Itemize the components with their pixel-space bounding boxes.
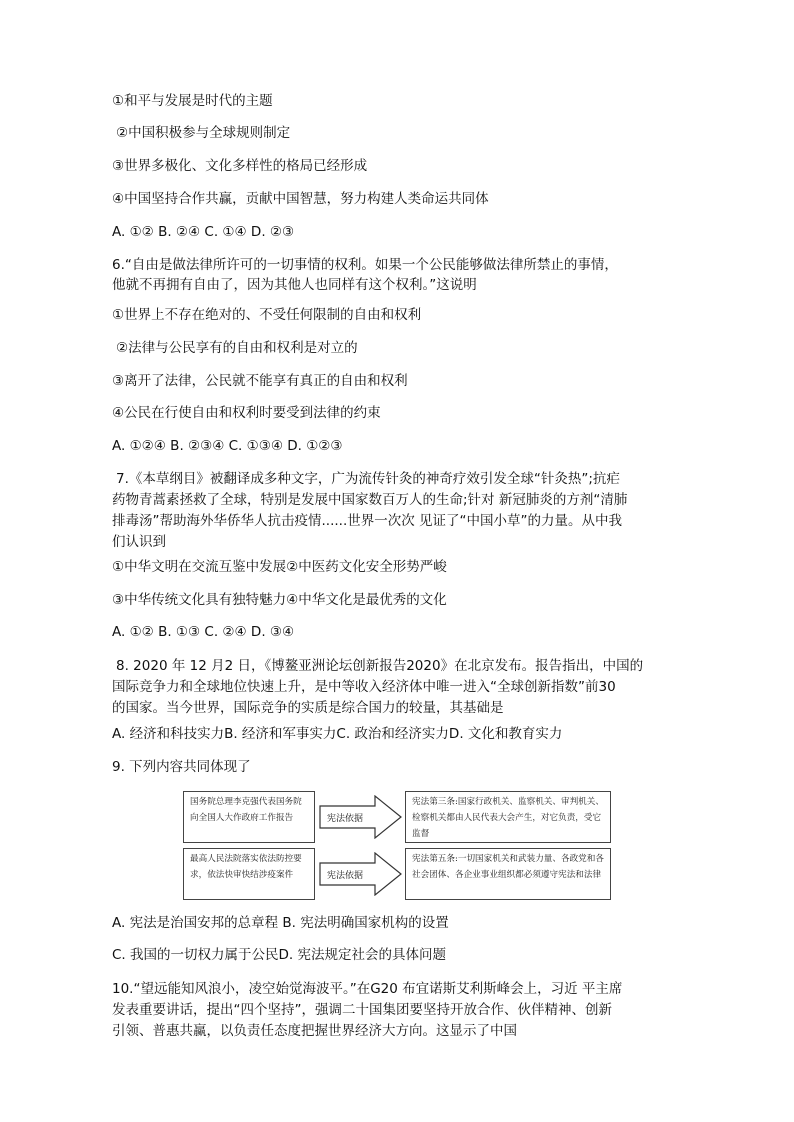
q8-choices: A. 经济和科技实力B. 经济和军事实力C. 政治和经济实力D. 文化和教育实力 xyxy=(112,726,563,742)
diagram-row2-left-box: 最高人民法院落实依法防控要求，依法快审快结涉疫案件 xyxy=(183,848,315,900)
q5-option-3: ③世界多极化、文化多样性的格局已经形成 xyxy=(112,158,368,174)
q8-stem-line3: 的国家。当今世界，国际竞争的实质是综合国力的较量，其基础是 xyxy=(112,700,504,716)
diagram-row1-left-box: 国务院总理李克强代表国务院向全国人大作政府工作报告 xyxy=(183,791,315,843)
q10-stem-line2: 发表重要讲话，提出“四个坚持”，强调二十国集团要坚持开放合作、伙伴精神、创新 xyxy=(112,1002,612,1018)
q6-option-1: ①世界上不存在绝对的、不受任何限制的自由和权利 xyxy=(112,307,422,323)
q6-choices: A. ①②④ B. ②③④ C. ①③④ D. ①②③ xyxy=(112,438,343,454)
q7-options-3-4: ③中华传统文化具有独特魅力④中华文化是最优秀的文化 xyxy=(112,592,447,608)
q9-stem: 9. 下列内容共同体现了 xyxy=(112,759,251,775)
q5-option-1: ①和平与发展是时代的主题 xyxy=(112,93,273,109)
q8-stem-line2: 国际竞争力和全球地位快速上升，是中等收入经济体中唯一进入“全球创新指数”前30 xyxy=(112,679,616,695)
q7-stem-line4: 们认识到 xyxy=(112,534,166,550)
q5-option-4: ④中国坚持合作共赢，贡献中国智慧，努力构建人类命运共同体 xyxy=(112,191,489,207)
diagram-row2-arrow xyxy=(319,852,403,896)
diagram-row1-arrow-label: 宪法依据 xyxy=(327,813,364,824)
diagram-row2-right-box: 宪法第五条:一切国家机关和武装力量、各政党和各社会团体、各企业事业组织都必须遵守宪法和法律 xyxy=(405,848,611,900)
q6-option-4: ④公民在行使自由和权利时要受到法律的约束 xyxy=(112,405,381,421)
q7-stem-line1: 7.《本草纲目》被翻译成多种文字，广为流传针灸的神奇疗效引发全球“针灸热”;抗疟 xyxy=(116,471,620,487)
q9-diagram xyxy=(183,791,613,901)
q10-stem-line3: 引领、普惠共赢，以负责任态度把握世界经济大方向。这显示了中国 xyxy=(112,1023,517,1039)
q6-stem-line2: 他就不再拥有自由了，因为其他人也同样有这个权利。”这说明 xyxy=(112,277,477,293)
q7-stem-line3: 排毒汤”帮助海外华侨华人抗击疫情......世界一次次 见证了“中国小草”的力量。从中我 xyxy=(112,513,623,529)
q7-stem-line2: 药物青蒿素拯救了全球，特别是发展中国家数百万人的生命;针对 新冠肺炎的方剂“清肺 xyxy=(112,492,628,508)
diagram-row2-arrow-label: 宪法依据 xyxy=(327,870,364,881)
q7-options-1-2: ①中华文明在交流互鉴中发展②中医药文化安全形势严峻 xyxy=(112,559,447,575)
diagram-row1-right-box: 宪法第三条:国家行政机关、监察机关、审判机关、检察机关都由人民代表大会产生，对它负责，受它监督 xyxy=(405,791,611,843)
q7-choices: A. ①② B. ①③ C. ②④ D. ③④ xyxy=(112,624,295,640)
diagram-row1-arrow xyxy=(319,795,403,839)
q10-stem-line1: 10.“望远能知风浪小，凌空始觉海波平。”在G20 布宜诺斯艾利斯峰会上，习近 平主席 xyxy=(112,981,623,997)
q5-choices: A. ①② B. ②④ C. ①④ D. ②③ xyxy=(112,224,295,240)
q5-option-2: ②中国积极参与全球规则制定 xyxy=(116,125,291,141)
q8-stem-line1: 8. 2020 年 12 月2 日，《博鳌亚洲论坛创新报告2020》在北京发布。报告指出，中国的 xyxy=(116,658,644,674)
q6-stem-line1: 6.“自由是做法律所许可的一切事情的权利。如果一个公民能够做法律所禁止的事情， xyxy=(112,257,618,273)
q6-option-2: ②法律与公民享有的自由和权利是对立的 xyxy=(116,340,358,356)
q9-choices-line1: A. 宪法是治国安邦的总章程 B. 宪法明确国家机构的设置 xyxy=(112,915,449,931)
q6-option-3: ③离开了法律，公民就不能享有真正的自由和权利 xyxy=(112,373,408,389)
q9-choices-line2: C. 我国的一切权力属于公民D. 宪法规定社会的具体问题 xyxy=(112,947,446,963)
